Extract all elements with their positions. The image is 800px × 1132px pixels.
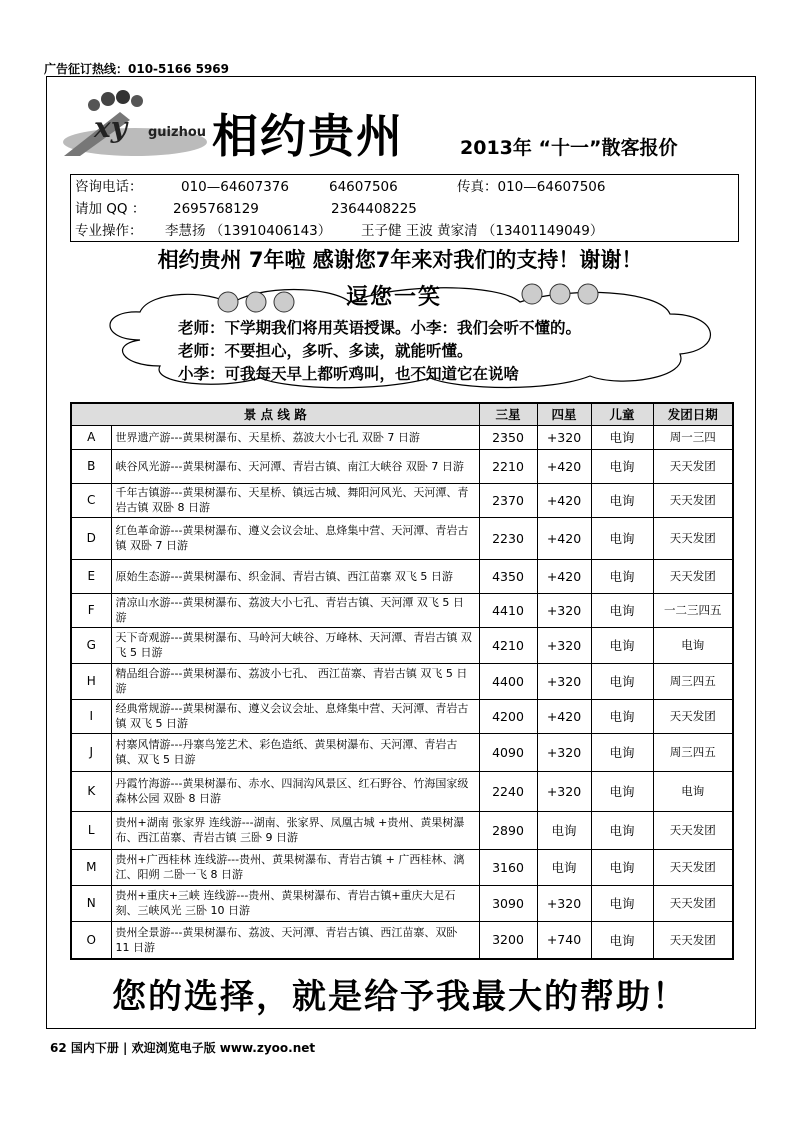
three-star-price: 4210 bbox=[479, 627, 537, 663]
table-row bbox=[71, 663, 733, 699]
route-code: I bbox=[71, 699, 111, 733]
four-star-price: +320 bbox=[537, 663, 591, 699]
slogan: 您的选择，就是给予我最大的帮助！ bbox=[112, 977, 688, 1017]
page-footer: 62 国内下册 | 欢迎浏览电子版 www.zyoo.net bbox=[50, 1041, 316, 1055]
four-star-price: +740 bbox=[537, 921, 591, 959]
child-price: 电询 bbox=[591, 771, 653, 811]
route-description: 贵州+广西桂林 连线游---贵州、黄果树瀑布、青岩古镇 + 广西桂林、漓江、阳朔 二卧一飞 8 日游 bbox=[111, 849, 479, 885]
route-code: N bbox=[71, 885, 111, 921]
route-description: 村寨风情游---丹寨鸟笼艺术、彩色造纸、黄果树瀑布、天河潭、青岩古镇、双飞 5 日游 bbox=[111, 733, 479, 771]
qq-number-1: 2695768129 bbox=[173, 201, 259, 217]
child-price: 电询 bbox=[591, 849, 653, 885]
route-description: 清凉山水游---黄果树瀑布、荔波大小七孔、青岩古镇、天河潭 双飞 5 日游 bbox=[111, 593, 479, 627]
route-description: 千年古镇游---黄果树瀑布、天星桥、镇远古城、舞阳河风光、天河潭、青岩古镇 双卧 8 日游 bbox=[111, 483, 479, 517]
logo-subtext: guizhou bbox=[148, 125, 207, 140]
route-code: F bbox=[71, 593, 111, 627]
route-description: 精品组合游---黄果树瀑布、荔波小七孔、 西江苗寨、青岩古镇 双飞 5 日游 bbox=[111, 663, 479, 699]
route-description: 丹霞竹海游---黄果树瀑布、赤水、四洞沟风景区、红石野谷、竹海国家级森林公园 双卧 8 日游 bbox=[111, 771, 479, 811]
four-star-price: 电询 bbox=[537, 849, 591, 885]
child-price: 电询 bbox=[591, 921, 653, 959]
departure-date: 周三四五 bbox=[653, 663, 733, 699]
three-star-price: 4400 bbox=[479, 663, 537, 699]
thanks-banner: 相约贵州 7年啦 感谢您7年来对我们的支持！谢谢！ bbox=[157, 248, 643, 272]
child-price: 电询 bbox=[591, 483, 653, 517]
staff-2: 王子健 王波 黄家清 （13401149049） bbox=[361, 223, 604, 239]
route-code: D bbox=[71, 517, 111, 559]
departure-date: 天天发团 bbox=[653, 921, 733, 959]
three-star-price: 2370 bbox=[479, 483, 537, 517]
departure-date: 天天发团 bbox=[653, 811, 733, 849]
child-price: 电询 bbox=[591, 627, 653, 663]
route-description: 天下奇观游---黄果树瀑布、马岭河大峡谷、万峰林、天河潭、青岩古镇 双飞 5 日游 bbox=[111, 627, 479, 663]
route-description: 世界遗产游---黄果树瀑布、天星桥、荔波大小七孔 双卧 7 日游 bbox=[111, 425, 479, 449]
route-code: O bbox=[71, 921, 111, 959]
four-star-price: +420 bbox=[537, 699, 591, 733]
departure-date: 天天发团 bbox=[653, 559, 733, 593]
child-price: 电询 bbox=[591, 517, 653, 559]
departure-date: 一二三四五 bbox=[653, 593, 733, 627]
four-star-price: +420 bbox=[537, 517, 591, 559]
child-price: 电询 bbox=[591, 699, 653, 733]
col-child-header: 儿童 bbox=[591, 403, 653, 425]
qq-number-2: 2364408225 bbox=[331, 201, 417, 217]
four-star-price: +420 bbox=[537, 559, 591, 593]
col-four-star-header: 四星 bbox=[537, 403, 591, 425]
departure-date: 天天发团 bbox=[653, 517, 733, 559]
table-row bbox=[71, 733, 733, 771]
route-description: 经典常规游---黄果树瀑布、遵义会议会址、息烽集中营、天河潭、青岩古镇 双飞 5 日游 bbox=[111, 699, 479, 733]
child-price: 电询 bbox=[591, 425, 653, 449]
table-row bbox=[71, 517, 733, 559]
col-route-header: 景 点 线 路 bbox=[71, 403, 479, 425]
four-star-price: +320 bbox=[537, 885, 591, 921]
departure-date: 天天发团 bbox=[653, 885, 733, 921]
table-row bbox=[71, 425, 733, 449]
route-description: 红色革命游---黄果树瀑布、遵义会议会址、息烽集中营、天河潭、青岩古镇 双卧 7 日游 bbox=[111, 517, 479, 559]
departure-date: 电询 bbox=[653, 771, 733, 811]
route-code: G bbox=[71, 627, 111, 663]
quote-title: 2013年 “十一”散客报价 bbox=[460, 137, 678, 159]
three-star-price: 2890 bbox=[479, 811, 537, 849]
three-star-price: 4090 bbox=[479, 733, 537, 771]
three-star-price: 3200 bbox=[479, 921, 537, 959]
four-star-price: +320 bbox=[537, 733, 591, 771]
table-row bbox=[71, 483, 733, 517]
departure-date: 天天发团 bbox=[653, 699, 733, 733]
route-code: K bbox=[71, 771, 111, 811]
joke-line-3: 小李：可我每天早上都听鸡叫，也不知道它在说啥 bbox=[178, 365, 520, 383]
table-row bbox=[71, 811, 733, 849]
four-star-price: +320 bbox=[537, 593, 591, 627]
fax-number: 传真：010—64607506 bbox=[457, 179, 606, 195]
table-row bbox=[71, 771, 733, 811]
logo-text: xy bbox=[94, 111, 127, 144]
departure-date: 电询 bbox=[653, 627, 733, 663]
route-code: M bbox=[71, 849, 111, 885]
four-star-price: 电询 bbox=[537, 811, 591, 849]
route-description: 贵州+湖南 张家界 连线游---湖南、张家界、凤凰古城 +贵州、黄果树瀑布、西江苗寨、青岩古镇 三卧 9 日游 bbox=[111, 811, 479, 849]
xy-guizhou-logo bbox=[60, 90, 210, 160]
table-row bbox=[71, 559, 733, 593]
three-star-price: 2350 bbox=[479, 425, 537, 449]
table-header-row bbox=[71, 403, 733, 425]
three-star-price: 4410 bbox=[479, 593, 537, 627]
three-star-price: 4200 bbox=[479, 699, 537, 733]
price-table bbox=[70, 402, 734, 960]
four-star-price: +420 bbox=[537, 483, 591, 517]
joke-line-2: 老师：不要担心，多听、多读，就能听懂。 bbox=[178, 342, 473, 360]
four-star-price: +320 bbox=[537, 627, 591, 663]
four-star-price: +320 bbox=[537, 425, 591, 449]
three-star-price: 2230 bbox=[479, 517, 537, 559]
contact-box bbox=[70, 174, 739, 242]
departure-date: 天天发团 bbox=[653, 849, 733, 885]
child-price: 电询 bbox=[591, 449, 653, 483]
four-star-price: +320 bbox=[537, 771, 591, 811]
phone-number-1: 010—64607376 bbox=[181, 179, 289, 195]
three-star-price: 2210 bbox=[479, 449, 537, 483]
child-price: 电询 bbox=[591, 559, 653, 593]
table-row bbox=[71, 449, 733, 483]
departure-date: 天天发团 bbox=[653, 449, 733, 483]
departure-date: 周一三四 bbox=[653, 425, 733, 449]
brand-title: 相约贵州 bbox=[212, 109, 404, 163]
child-price: 电询 bbox=[591, 663, 653, 699]
route-code: B bbox=[71, 449, 111, 483]
route-description: 贵州+重庆+三峡 连线游---贵州、黄果树瀑布、青岩古镇+重庆大足石刻、三峡风光 三卧 10 日游 bbox=[111, 885, 479, 921]
table-row bbox=[71, 593, 733, 627]
col-three-star-header: 三星 bbox=[479, 403, 537, 425]
route-code: H bbox=[71, 663, 111, 699]
col-date-header: 发团日期 bbox=[653, 403, 733, 425]
three-star-price: 2240 bbox=[479, 771, 537, 811]
table-row bbox=[71, 921, 733, 959]
four-star-price: +420 bbox=[537, 449, 591, 483]
route-description: 贵州全景游---黄果树瀑布、荔波、天河潭、青岩古镇、西江苗寨、双卧 11 日游 bbox=[111, 921, 479, 959]
child-price: 电询 bbox=[591, 811, 653, 849]
table-row bbox=[71, 849, 733, 885]
phone-label: 咨询电话： bbox=[75, 179, 143, 195]
qq-label: 请加 QQ ： bbox=[75, 201, 146, 217]
departure-date: 天天发团 bbox=[653, 483, 733, 517]
table-row bbox=[71, 627, 733, 663]
child-price: 电询 bbox=[591, 733, 653, 771]
ad-hotline: 广告征订热线：010-5166 5969 bbox=[44, 62, 230, 76]
route-description: 峡谷风光游---黄果树瀑布、天河潭、青岩古镇、南江大峡谷 双卧 7 日游 bbox=[111, 449, 479, 483]
route-code: J bbox=[71, 733, 111, 771]
child-price: 电询 bbox=[591, 885, 653, 921]
three-star-price: 3090 bbox=[479, 885, 537, 921]
route-description: 原始生态游---黄果树瀑布、织金洞、青岩古镇、西江苗寨 双飞 5 日游 bbox=[111, 559, 479, 593]
route-code: L bbox=[71, 811, 111, 849]
route-code: C bbox=[71, 483, 111, 517]
phone-number-2: 64607506 bbox=[329, 179, 398, 195]
joke-title: 逗您一笑 bbox=[346, 285, 443, 310]
three-star-price: 3160 bbox=[479, 849, 537, 885]
joke-line-1: 老师：下学期我们将用英语授课。小李：我们会听不懂的。 bbox=[178, 319, 582, 337]
child-price: 电询 bbox=[591, 593, 653, 627]
departure-date: 周三四五 bbox=[653, 733, 733, 771]
staff-label: 专业操作： bbox=[75, 223, 143, 239]
three-star-price: 4350 bbox=[479, 559, 537, 593]
staff-1: 李慧扬 （13910406143） bbox=[165, 223, 332, 239]
route-code: A bbox=[71, 425, 111, 449]
table-row bbox=[71, 699, 733, 733]
table-row bbox=[71, 885, 733, 921]
route-code: E bbox=[71, 559, 111, 593]
